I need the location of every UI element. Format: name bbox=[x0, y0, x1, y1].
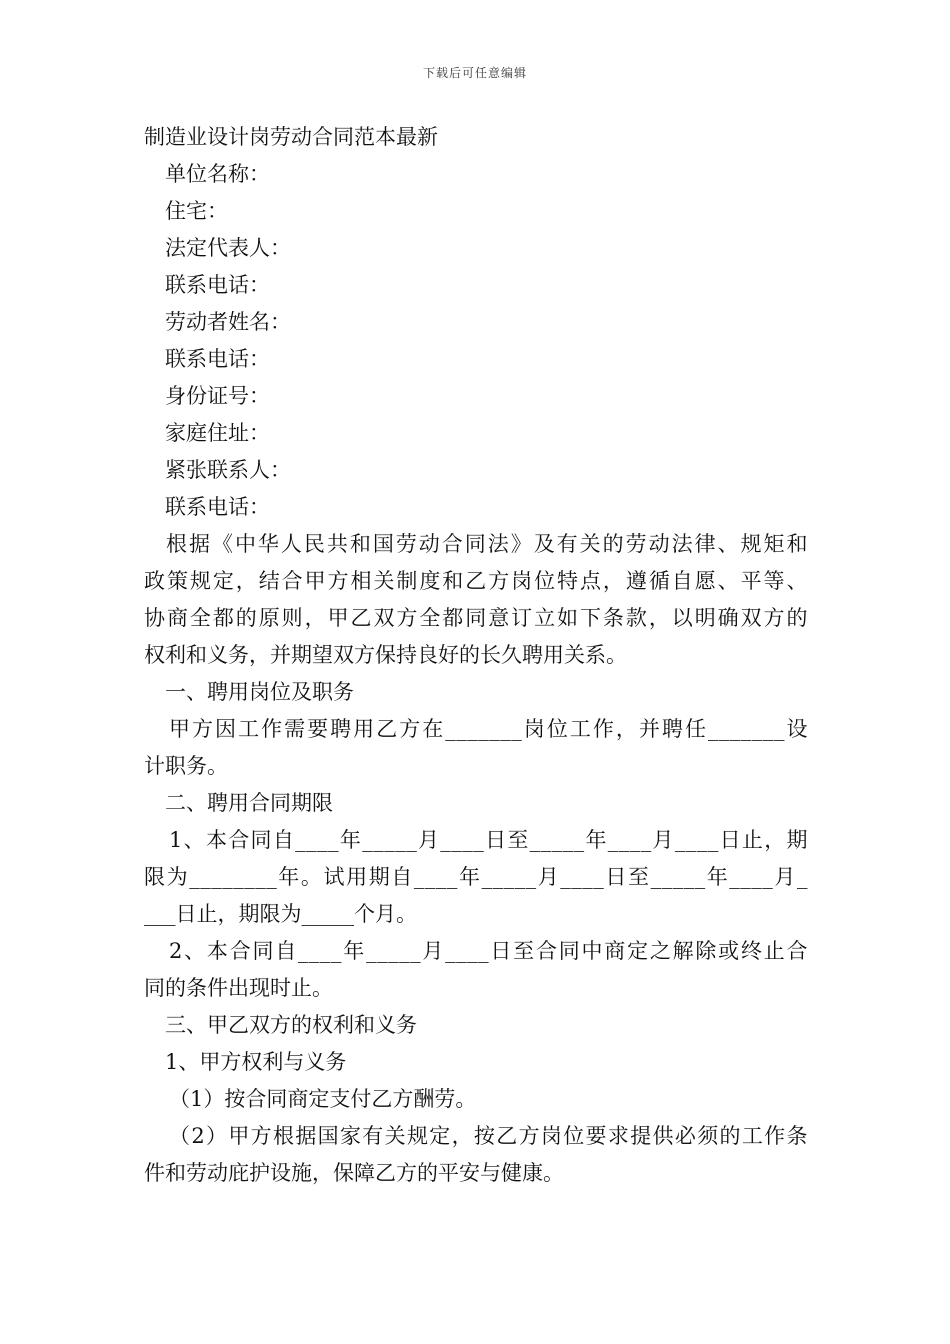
section-line: 甲方因工作需要聘用乙方在_______岗位工作，并聘任_______设 bbox=[169, 717, 808, 741]
section-line: 限为________年。试用期自____年_____月____日至_____年____月_ bbox=[144, 865, 808, 889]
field-home-address: 家庭住址： bbox=[165, 421, 270, 445]
section-heading: 三、甲乙双方的权利和义务 bbox=[165, 1013, 417, 1037]
field-emergency-contact: 紧张联系人： bbox=[165, 458, 291, 482]
contract-body bbox=[144, 119, 808, 1192]
preamble-line: 权利和义务，并期望双方保持良好的长久聘用关系。 bbox=[144, 643, 627, 667]
field-address: 住宅： bbox=[165, 199, 228, 223]
page-header-note: 下载后可任意编辑 bbox=[422, 66, 527, 80]
section-heading: 一、聘用岗位及职务 bbox=[165, 680, 354, 704]
field-employee-phone: 联系电话： bbox=[165, 347, 270, 371]
section-line: （1）按合同商定支付乙方酬劳。 bbox=[169, 1087, 477, 1111]
field-emergency-phone: 联系电话： bbox=[165, 495, 270, 519]
section-line: 1、本合同自____年_____月____日至_____年____月____日止，期 bbox=[169, 828, 808, 852]
field-legal-representative: 法定代表人： bbox=[165, 236, 291, 260]
section-line: 件和劳动庇护设施，保障乙方的平安与健康。 bbox=[144, 1161, 564, 1185]
section-line: 2、本合同自____年_____月____日至合同中商定之解除或终止合 bbox=[169, 939, 808, 963]
field-employee-name: 劳动者姓名： bbox=[165, 310, 291, 334]
preamble-line: 政策规定，结合甲方相关制度和乙方岗位特点，遵循自愿、平等、 bbox=[144, 569, 808, 593]
field-employer-phone: 联系电话： bbox=[165, 273, 270, 297]
field-employer-name: 单位名称： bbox=[165, 162, 270, 186]
section-line: ___日止，期限为_____个月。 bbox=[144, 902, 417, 926]
preamble-line: 协商全都的原则，甲乙双方全都同意订立如下条款，以明确双方的 bbox=[144, 606, 808, 630]
section-line: 计职务。 bbox=[144, 754, 228, 778]
section-line: （2）甲方根据国家有关规定，按乙方岗位要求提供必须的工作条 bbox=[169, 1124, 808, 1148]
section-line: 同的条件出现时止。 bbox=[144, 976, 333, 1000]
sub-heading: 1、甲方权利与义务 bbox=[165, 1050, 347, 1074]
preamble-line: 根据《中华人民共和国劳动合同法》及有关的劳动法律、规矩和 bbox=[166, 532, 808, 556]
field-id-number: 身份证号： bbox=[165, 384, 270, 408]
document-title: 制造业设计岗劳动合同范本最新 bbox=[144, 125, 438, 149]
section-heading: 二、聘用合同期限 bbox=[165, 791, 333, 815]
